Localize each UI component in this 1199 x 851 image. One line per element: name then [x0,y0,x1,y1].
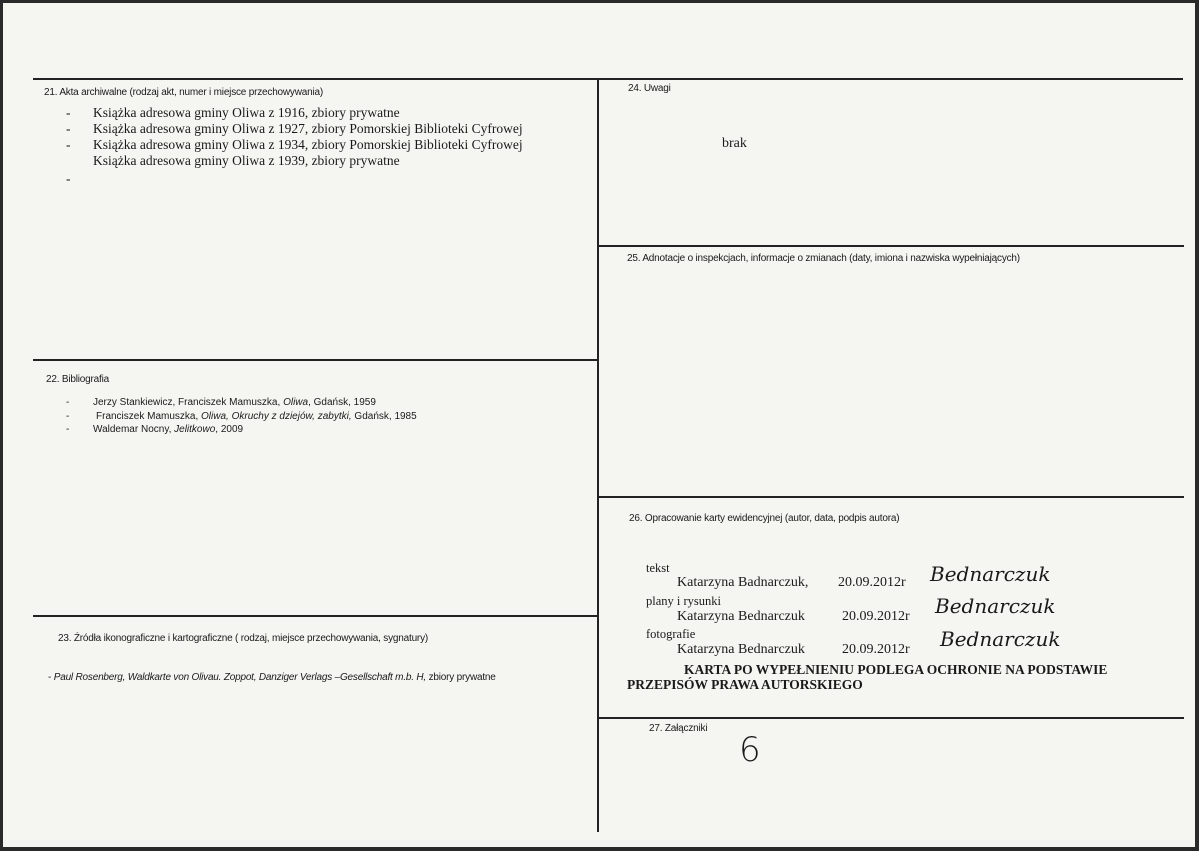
scan-edge-bottom [0,847,1199,851]
role-text-label: tekst [646,561,670,575]
archive-item: - Książka adresowa gminy Oliwa z 1934, zbiory Pomorskiej Biblioteki Cyfrowej [66,137,523,152]
scan-edge-top [0,0,1199,3]
author-signature: Bednarczuk [930,562,1051,586]
bibliography-list [66,396,417,437]
bibliography-item: - Waldemar Nocny, Jelitkowo, 2009 [66,424,244,435]
iconographic-source: - Paul Rosenberg, Waldkarte von Olivau. Zoppot, Danziger Verlags –Gesellschaft m.b. H, zbiory prywatne [48,672,496,683]
author-date: 20.09.2012r [842,642,910,657]
rule-22-23 [33,615,597,617]
archive-item: Książka adresowa gminy Oliwa z 1939, zbiory prywatne [93,153,400,168]
role-photos-label: fotografie [646,627,696,641]
rule-24-25 [599,245,1184,247]
copyright-notice-line2: PRZEPISÓW PRAWA AUTORSKIEGO [627,677,863,692]
author-name: Katarzyna Bednarczuk [677,609,805,624]
rule-26-27 [599,717,1184,719]
author-name: Katarzyna Badnarczuk, [677,575,809,590]
rule-21-22 [33,359,597,361]
section-25-label: 25. Adnotacje o inspekcjach, informacje o zmianach (daty, imiona i nazwiska wypełniających) [627,253,1020,264]
author-date: 20.09.2012r [838,575,906,590]
rule-top [33,78,1183,80]
archive-list [66,105,523,186]
section-27-label: 27. Załączniki [649,723,708,734]
rule-25-26 [599,496,1184,498]
section-22-label: 22. Bibliografia [46,374,109,385]
bibliography-item: - Franciszek Mamuszka, Oliwa, Okruchy z dziejów, zabytki, Gdańsk, 1985 [66,410,417,422]
scan-edge-left [0,0,3,851]
bibliography-item: - Jerzy Stankiewicz, Franciszek Mamuszka, Oliwa, Gdańsk, 1959 [66,397,376,408]
copyright-notice-line1: KARTA PO WYPEŁNIENIU PODLEGA OCHRONIE NA PODSTAWIE [684,662,1108,677]
archive-item: - Książka adresowa gminy Oliwa z 1916, zbiory prywatne [66,105,400,120]
attachments-count: 6 [739,730,761,770]
author-signature: Bednarczuk [940,627,1061,651]
author-date: 20.09.2012r [842,609,910,624]
author-name: Katarzyna Bednarczuk [677,642,805,657]
author-signature: Bednarczuk [935,594,1056,618]
role-plans-label: plany i rysunki [646,594,721,608]
remarks-value: brak [722,136,747,151]
section-24-label: 24. Uwagi [628,83,671,94]
section-26-label: 26. Opracowanie karty ewidencyjnej (autor, data, podpis autora) [629,513,900,524]
archive-item-empty: - [66,171,71,186]
section-23-label: 23. Źródła ikonograficzne i kartograficzne ( rodzaj, miejsce przechowywania, sygnatury) [58,633,428,644]
archive-item: - Książka adresowa gminy Oliwa z 1927, zbiory Pomorskiej Biblioteki Cyfrowej [66,121,523,136]
section-21-label: 21. Akta archiwalne (rodzaj akt, numer i miejsce przechowywania) [44,87,323,98]
scan-edge-right [1195,0,1199,851]
